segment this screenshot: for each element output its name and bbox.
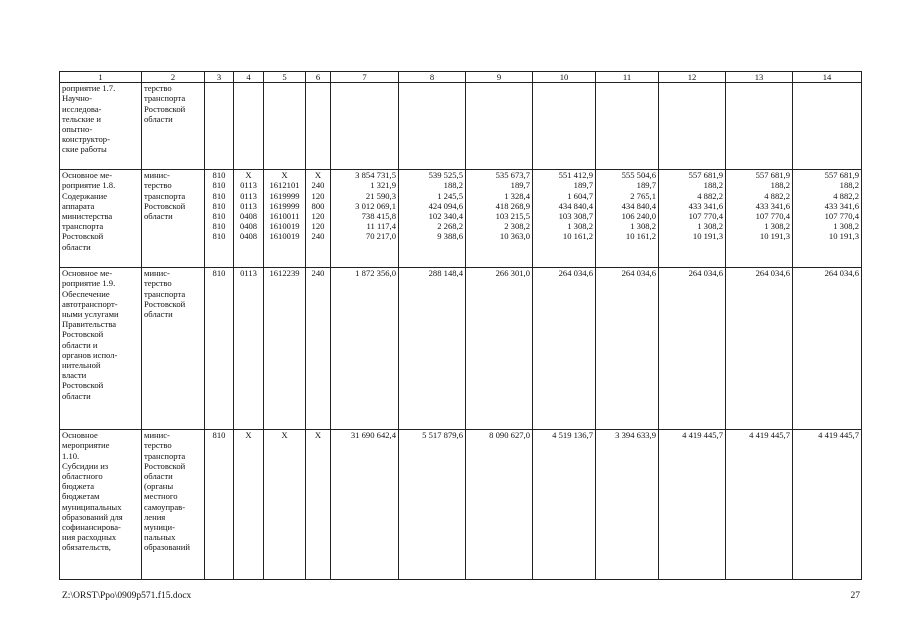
grbs-cell: 810 xyxy=(205,268,234,430)
value-cell: 539 525,5 188,2 1 245,5 424 094,6 102 340,4 2 268,2 9 388,6 xyxy=(399,170,466,268)
rzpr-cell xyxy=(234,83,264,170)
value-cell: 535 673,7 189,7 1 328,4 418 268,9 103 215,5 2 308,2 10 363,0 xyxy=(466,170,533,268)
rzpr-cell: Х xyxy=(234,430,264,580)
measure-name-cell: роприятие 1.7. Научно- исследова- тельские и опытно- конструктор- ские работы xyxy=(60,83,142,170)
csr-cell: Х 1612101 1619999 1619999 1610011 1610019 1610019 xyxy=(264,170,306,268)
vr-cell: 240 xyxy=(306,268,331,430)
value-cell xyxy=(466,83,533,170)
value-cell: 264 034,6 xyxy=(659,268,726,430)
vr-cell xyxy=(306,83,331,170)
col-header: 7 xyxy=(331,72,399,83)
csr-cell: 1612239 xyxy=(264,268,306,430)
value-cell: 264 034,6 xyxy=(596,268,659,430)
value-cell xyxy=(726,83,793,170)
col-header: 3 xyxy=(205,72,234,83)
executor-cell: минис- терство транспорта Ростовской области (органы местного самоуправ- ления муници- пальных образований xyxy=(142,430,205,580)
table-row xyxy=(60,268,862,430)
value-cell: 4 419 445,7 xyxy=(793,430,862,580)
page-number: 27 xyxy=(850,591,860,601)
executor-cell: терство транспорта Ростовской области xyxy=(142,83,205,170)
value-cell: 4 419 445,7 xyxy=(726,430,793,580)
value-cell xyxy=(399,83,466,170)
col-header: 6 xyxy=(306,72,331,83)
value-cell: 8 090 627,0 xyxy=(466,430,533,580)
col-header: 8 xyxy=(399,72,466,83)
grbs-cell: 810 xyxy=(205,430,234,580)
measure-name-cell: Основное ме- роприятие 1.9. Обеспечение автотранспорт- ными услугами Правительства Ростовской области и органов испол- нительной власти Ростовской области xyxy=(60,268,142,430)
budget-table xyxy=(59,71,862,580)
value-cell: 557 681,9 188,2 4 882,2 433 341,6 107 770,4 1 308,2 10 191,3 xyxy=(793,170,862,268)
value-cell xyxy=(533,83,596,170)
col-header: 11 xyxy=(596,72,659,83)
value-cell: 551 412,9 189,7 1 604,7 434 840,4 103 308,7 1 308,2 10 161,2 xyxy=(533,170,596,268)
table-row xyxy=(60,83,862,170)
vr-cell: Х 240 120 800 120 120 240 xyxy=(306,170,331,268)
value-cell xyxy=(659,83,726,170)
executor-cell: минис- терство транспорта Ростовской области xyxy=(142,268,205,430)
value-cell: 264 034,6 xyxy=(793,268,862,430)
vr-cell: Х xyxy=(306,430,331,580)
csr-cell xyxy=(264,83,306,170)
rzpr-cell: 0113 xyxy=(234,268,264,430)
measure-name-cell: Основное ме- роприятие 1.8. Содержание аппарата министерства транспорта Ростовской области xyxy=(60,170,142,268)
value-cell: 5 517 879,6 xyxy=(399,430,466,580)
value-cell: 266 301,0 xyxy=(466,268,533,430)
col-header: 4 xyxy=(234,72,264,83)
grbs-cell: 810 810 810 810 810 810 810 xyxy=(205,170,234,268)
csr-cell: Х xyxy=(264,430,306,580)
col-header: 5 xyxy=(264,72,306,83)
value-cell: 557 681,9 188,2 4 882,2 433 341,6 107 770,4 1 308,2 10 191,3 xyxy=(726,170,793,268)
value-cell: 31 690 642,4 xyxy=(331,430,399,580)
header-row xyxy=(60,72,862,83)
col-header: 10 xyxy=(533,72,596,83)
col-header: 9 xyxy=(466,72,533,83)
col-header: 14 xyxy=(793,72,862,83)
value-cell: 288 148,4 xyxy=(399,268,466,430)
value-cell xyxy=(793,83,862,170)
col-header: 2 xyxy=(142,72,205,83)
executor-cell: минис- терство транспорта Ростовской области xyxy=(142,170,205,268)
col-header: 1 xyxy=(60,72,142,83)
value-cell: 4 519 136,7 xyxy=(533,430,596,580)
value-cell: 3 394 633,9 xyxy=(596,430,659,580)
col-header: 13 xyxy=(726,72,793,83)
col-header: 12 xyxy=(659,72,726,83)
value-cell: 264 034,6 xyxy=(726,268,793,430)
measure-name-cell: Основное мероприятие 1.10. Субсидии из областного бюджета бюджетам муниципальных образований для софинансирова- ния расходных обязательств, xyxy=(60,430,142,580)
value-cell: 555 504,6 189,7 2 765,1 434 840,4 106 240,0 1 308,2 10 161,2 xyxy=(596,170,659,268)
table-row xyxy=(60,430,862,580)
grbs-cell xyxy=(205,83,234,170)
value-cell xyxy=(596,83,659,170)
rzpr-cell: Х 0113 0113 0113 0408 0408 0408 xyxy=(234,170,264,268)
value-cell: 4 419 445,7 xyxy=(659,430,726,580)
value-cell: 557 681,9 188,2 4 882,2 433 341,6 107 770,4 1 308,2 10 191,3 xyxy=(659,170,726,268)
value-cell: 3 854 731,5 1 321,9 21 590,3 3 012 069,1 738 415,8 11 117,4 70 217,0 xyxy=(331,170,399,268)
table-row xyxy=(60,170,862,268)
value-cell xyxy=(331,83,399,170)
value-cell: 264 034,6 xyxy=(533,268,596,430)
file-path-footer: Z:\ORST\Ppo\0909p571.f15.docx xyxy=(62,591,192,601)
value-cell: 1 872 356,0 xyxy=(331,268,399,430)
